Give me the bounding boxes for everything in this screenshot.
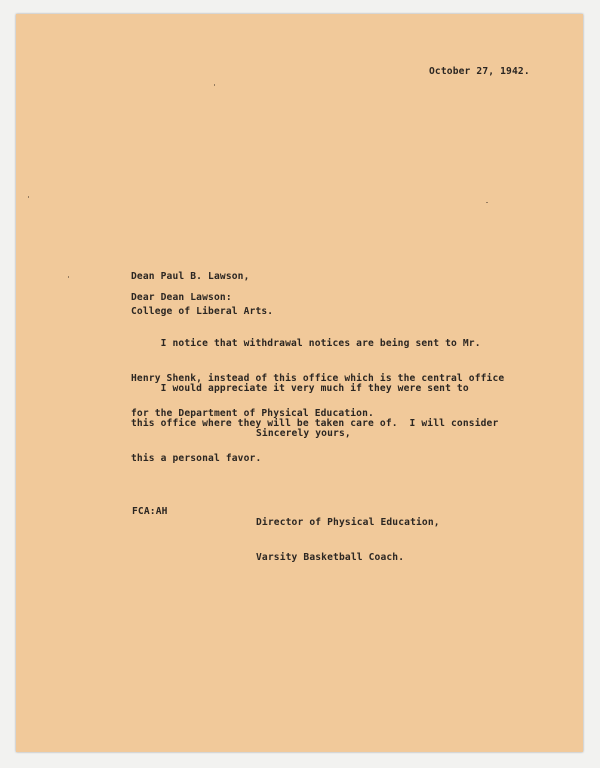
salutation: Dear Dean Lawson: [131,292,232,303]
paragraph-2-line-2: this office where they will be taken care of. I will consider [131,417,499,429]
signature-block [256,494,440,587]
paper-speck [214,84,215,86]
paragraph-2-line-1: I would appreciate it very much if they were sent to [131,383,469,395]
paragraph-2-line-3: this a personal favor. [131,452,262,464]
typist-initials: FCA:AH [132,506,168,517]
signature-title-1: Director of Physical Education, [256,517,440,529]
paragraph-1-line-1: I notice that withdrawal notices are being sent to Mr. [131,338,481,350]
paper-speck [486,202,488,203]
paragraph-2 [131,360,498,488]
recipient-name: Dean Paul B. Lawson, [131,271,250,283]
recipient-college: College of Liberal Arts. [131,305,274,317]
paragraph-1-line-3: for the Department of Physical Education. [131,407,374,419]
letter-date: October 27, 1942. [429,66,530,77]
closing: Sincerely yours, [256,428,351,439]
signature-title-2: Varsity Basketball Coach. [256,551,405,563]
paper-speck [68,276,69,278]
paper-speck [28,196,29,198]
letter-page [16,14,583,752]
paragraph-1-line-2: Henry Shenk, instead of this office which is the central office [131,372,505,384]
